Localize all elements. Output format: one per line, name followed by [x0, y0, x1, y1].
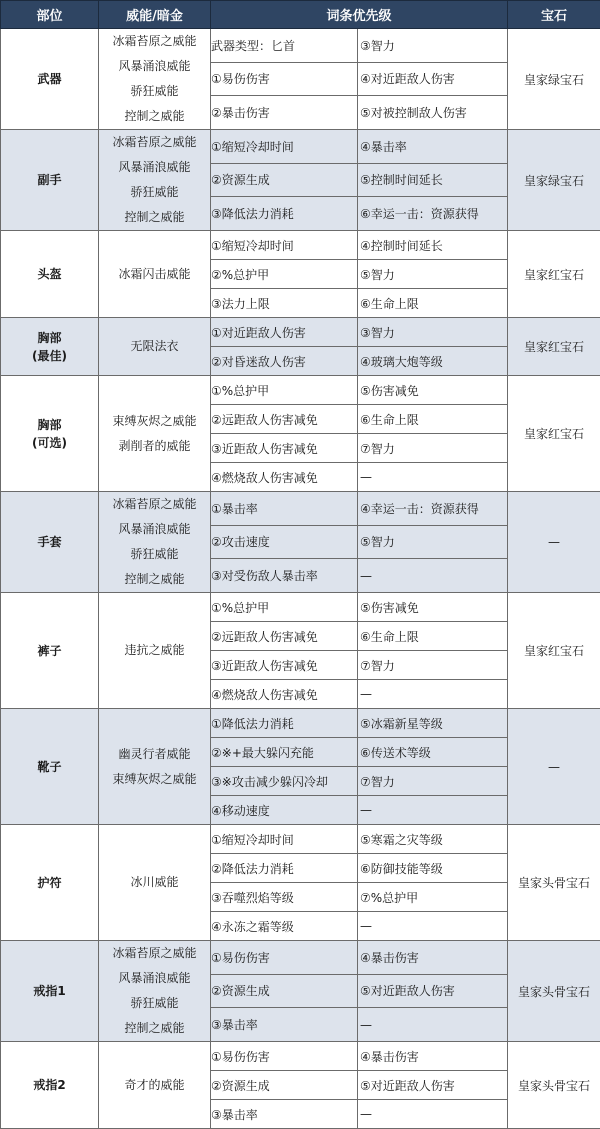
- power-name: 风暴涌浪威能: [99, 155, 210, 180]
- slot-name: 胸部: [1, 416, 98, 434]
- stat-cell: —: [358, 1100, 508, 1129]
- stat-cell: ③近距敌人伤害减免: [211, 434, 358, 463]
- stat-cell: ①%总护甲: [211, 376, 358, 405]
- slot-cell: [1, 709, 99, 825]
- power-name: 骄狂威能: [99, 991, 210, 1016]
- power-name: 幽灵行者威能: [99, 742, 210, 767]
- stat-cell: ③对受伤敌人暴击率: [211, 559, 358, 593]
- stat-cell: ③暴击率: [211, 1100, 358, 1129]
- table-row: [1, 29, 600, 63]
- stat-cell: ③法力上限: [211, 289, 358, 318]
- stat-cell: ③※攻击减少躲闪冷却: [211, 767, 358, 796]
- table-row: [1, 376, 600, 405]
- gem-cell: 皇家绿宝石: [508, 130, 600, 231]
- stat-cell: ⑤对近距敌人伤害: [358, 974, 508, 1008]
- power-name: 控制之威能: [99, 1016, 210, 1041]
- slot-name: 裤子: [1, 642, 98, 660]
- power-name: 冰川威能: [99, 870, 210, 895]
- power-name: 控制之威能: [99, 567, 210, 592]
- stat-cell: ②暴击伤害: [211, 96, 358, 130]
- power-cell: [99, 231, 211, 318]
- stat-cell: ③智力: [358, 29, 508, 63]
- stat-cell: ④燃烧敌人伤害减免: [211, 680, 358, 709]
- gem-cell: 皇家绿宝石: [508, 29, 600, 130]
- power-name: 风暴涌浪威能: [99, 966, 210, 991]
- stat-cell: ④暴击伤害: [358, 941, 508, 975]
- slot-name: 戒指1: [1, 982, 98, 1000]
- stat-cell: ⑥防御技能等级: [358, 854, 508, 883]
- gem-cell: 皇家红宝石: [508, 593, 600, 709]
- table-row: [1, 593, 600, 622]
- power-cell: [99, 29, 211, 130]
- header-slot: 部位: [1, 1, 99, 29]
- power-cell: [99, 130, 211, 231]
- slot-name: 靴子: [1, 758, 98, 776]
- slot-cell: [1, 1042, 99, 1129]
- stat-cell: ②资源生成: [211, 1071, 358, 1100]
- power-name: 奇才的威能: [99, 1073, 210, 1098]
- stat-cell: ③智力: [358, 318, 508, 347]
- slot-name: 武器: [1, 70, 98, 88]
- slot-cell: [1, 492, 99, 593]
- stat-cell: ⑤寒霜之灾等级: [358, 825, 508, 854]
- stat-cell: ⑤对被控制敌人伤害: [358, 96, 508, 130]
- stat-cell: ⑥生命上限: [358, 289, 508, 318]
- stat-cell: ⑦智力: [358, 767, 508, 796]
- power-name: 冰霜苔原之威能: [99, 941, 210, 966]
- stat-cell: ⑥传送术等级: [358, 738, 508, 767]
- stat-cell: ④暴击率: [358, 130, 508, 164]
- stat-cell: ⑤智力: [358, 260, 508, 289]
- stat-cell: ②攻击速度: [211, 525, 358, 559]
- power-cell: [99, 941, 211, 1042]
- table-row: [1, 1042, 600, 1071]
- stat-cell: ④移动速度: [211, 796, 358, 825]
- stat-cell: ⑦%总护甲: [358, 883, 508, 912]
- gear-table-body: [1, 29, 600, 1129]
- stat-cell: ①%总护甲: [211, 593, 358, 622]
- stat-cell: ⑥生命上限: [358, 405, 508, 434]
- slot-name: 手套: [1, 533, 98, 551]
- power-cell: [99, 492, 211, 593]
- slot-name: 副手: [1, 171, 98, 189]
- stat-cell: ⑥生命上限: [358, 622, 508, 651]
- power-name: 冰霜苔原之威能: [99, 130, 210, 155]
- stat-cell: ④玻璃大炮等级: [358, 347, 508, 376]
- table-row: [1, 709, 600, 738]
- header-stats: 词条优先级: [211, 1, 508, 29]
- stat-cell: —: [358, 463, 508, 492]
- stat-cell: ①缩短冷却时间: [211, 825, 358, 854]
- table-row: [1, 231, 600, 260]
- power-name: 风暴涌浪威能: [99, 517, 210, 542]
- power-cell: [99, 376, 211, 492]
- stat-cell: ②资源生成: [211, 163, 358, 197]
- power-name: 控制之威能: [99, 104, 210, 129]
- header-gem: 宝石: [508, 1, 600, 29]
- power-name: 骄狂威能: [99, 79, 210, 104]
- stat-cell: ③吞噬烈焰等级: [211, 883, 358, 912]
- stat-cell: ④幸运一击：资源获得: [358, 492, 508, 526]
- stat-cell: ①易伤伤害: [211, 1042, 358, 1071]
- stat-cell: ④燃烧敌人伤害减免: [211, 463, 358, 492]
- gem-cell: 皇家红宝石: [508, 376, 600, 492]
- stat-cell: —: [358, 1008, 508, 1042]
- table-row: [1, 318, 600, 347]
- stat-cell: ⑤伤害减免: [358, 376, 508, 405]
- gem-cell: 皇家红宝石: [508, 318, 600, 376]
- slot-cell: [1, 941, 99, 1042]
- stat-cell: —: [358, 912, 508, 941]
- header-power: 威能/暗金: [99, 1, 211, 29]
- power-name: 束缚灰烬之威能: [99, 409, 210, 434]
- stat-cell: ②降低法力消耗: [211, 854, 358, 883]
- stat-cell: ⑤伤害减免: [358, 593, 508, 622]
- slot-name: (可选): [1, 434, 98, 452]
- stat-cell: ②远距敌人伤害减免: [211, 622, 358, 651]
- gem-cell: 皇家头骨宝石: [508, 825, 600, 941]
- power-cell: [99, 825, 211, 941]
- power-name: 骄狂威能: [99, 542, 210, 567]
- power-name: 冰霜苔原之威能: [99, 492, 210, 517]
- stat-cell: ②※+最大躲闪充能: [211, 738, 358, 767]
- stat-cell: ⑤智力: [358, 525, 508, 559]
- stat-cell: ⑦智力: [358, 651, 508, 680]
- stat-cell: ④暴击伤害: [358, 1042, 508, 1071]
- stat-cell: 武器类型：匕首: [211, 29, 358, 63]
- slot-cell: [1, 130, 99, 231]
- power-cell: [99, 709, 211, 825]
- stat-cell: ②资源生成: [211, 974, 358, 1008]
- gem-cell: 皇家头骨宝石: [508, 1042, 600, 1129]
- stat-cell: ①缩短冷却时间: [211, 130, 358, 164]
- gem-cell: 皇家红宝石: [508, 231, 600, 318]
- slot-cell: [1, 318, 99, 376]
- stat-cell: ②远距敌人伤害减免: [211, 405, 358, 434]
- power-name: 无限法衣: [99, 334, 210, 359]
- stat-cell: —: [358, 796, 508, 825]
- power-name: 控制之威能: [99, 205, 210, 230]
- stat-cell: ⑤对近距敌人伤害: [358, 1071, 508, 1100]
- table-row: [1, 130, 600, 164]
- slot-name: 头盔: [1, 265, 98, 283]
- stat-cell: ②对昏迷敌人伤害: [211, 347, 358, 376]
- table-row: [1, 825, 600, 854]
- power-name: 剥削者的威能: [99, 434, 210, 459]
- slot-cell: [1, 593, 99, 709]
- stat-cell: ①易伤伤害: [211, 941, 358, 975]
- stat-cell: ③近距敌人伤害减免: [211, 651, 358, 680]
- stat-cell: ①易伤伤害: [211, 62, 358, 96]
- power-name: 冰霜苔原之威能: [99, 29, 210, 54]
- stat-cell: ④对近距敌人伤害: [358, 62, 508, 96]
- slot-name: 胸部: [1, 329, 98, 347]
- slot-name: (最佳): [1, 347, 98, 365]
- slot-cell: [1, 231, 99, 318]
- power-name: 冰霜闪击威能: [99, 262, 210, 287]
- power-name: 骄狂威能: [99, 180, 210, 205]
- stat-cell: —: [358, 680, 508, 709]
- power-cell: [99, 593, 211, 709]
- table-row: [1, 492, 600, 526]
- stat-cell: ③暴击率: [211, 1008, 358, 1042]
- power-name: 风暴涌浪威能: [99, 54, 210, 79]
- stat-cell: ①降低法力消耗: [211, 709, 358, 738]
- power-cell: [99, 1042, 211, 1129]
- stat-cell: —: [358, 559, 508, 593]
- power-cell: [99, 318, 211, 376]
- table-row: [1, 941, 600, 975]
- stat-cell: ⑦智力: [358, 434, 508, 463]
- slot-name: 护符: [1, 874, 98, 892]
- slot-cell: [1, 376, 99, 492]
- power-name: 束缚灰烬之威能: [99, 767, 210, 792]
- stat-cell: ⑤控制时间延长: [358, 163, 508, 197]
- slot-cell: [1, 825, 99, 941]
- stat-cell: ①缩短冷却时间: [211, 231, 358, 260]
- slot-cell: [1, 29, 99, 130]
- stat-cell: ③降低法力消耗: [211, 197, 358, 231]
- stat-cell: ①暴击率: [211, 492, 358, 526]
- gem-cell: 皇家头骨宝石: [508, 941, 600, 1042]
- slot-name: 戒指2: [1, 1076, 98, 1094]
- power-name: 违抗之威能: [99, 638, 210, 663]
- gem-cell: —: [508, 492, 600, 593]
- stat-cell: ⑥幸运一击：资源获得: [358, 197, 508, 231]
- stat-cell: ④控制时间延长: [358, 231, 508, 260]
- stat-cell: ⑤冰霜新星等级: [358, 709, 508, 738]
- gem-cell: —: [508, 709, 600, 825]
- stat-cell: ①对近距敌人伤害: [211, 318, 358, 347]
- stat-cell: ②%总护甲: [211, 260, 358, 289]
- header-row: [1, 1, 600, 29]
- stat-cell: ④永冻之霜等级: [211, 912, 358, 941]
